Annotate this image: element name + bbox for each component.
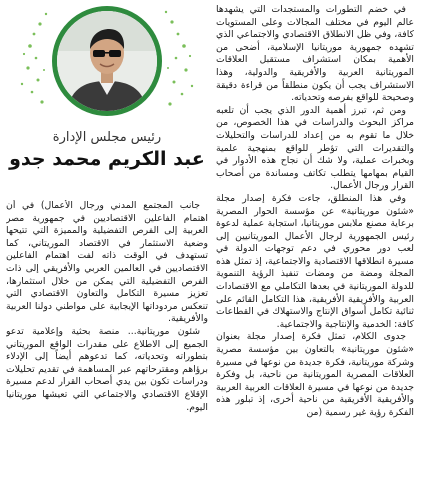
role-title: رئيس مجلس الإدارة <box>52 130 162 145</box>
paragraph: وفي هذا المنطلق، جاءت فكرة إصدار مجلة «شئون موريتانية» عن مؤسسة الحوار المصرية برعاية مصنع ملابس موريتانيا، استجابة عملية لدعوة رئيس الجمهورية لرجال الأعمال الموريتانيين إلى لعب دور محوري في دعم توجهات الدولة في مسيرة انطلاقها الاقتصادية والاجتماعية، إذ تمثل هذه المجلة ومضة من ومضات تنفيذ الرؤية التنموية للدولة الموريتانية في بعدها التكاملي مع الاقتصادات العربية والأفريقية الأفريقية، هذا التكامل القائم على ثنائية تكامل أسواق الإنتاج والاستهلاك في القطاعات كافة: الخدمية والإنتاجية والاجتماعية. <box>216 192 414 330</box>
paragraph: شئون موريتانية... منصة بحثية وإعلامية تدعو الجميع إلى الاطلاع على مقدرات الواقع الموريتاني بتطوراته وتحدياته، كما تدعوهم أيضاً إلى الإدلاء برؤاهم ومقترحاتهم عبر المساهمة في تقديم تحليلات ودراسات تكون بين يدي أصحاب القرار لدعم مسيرة الإقلاع الاقتصادي والاجتماعي التي تعيشها موريتانيا اليوم. <box>6 325 208 413</box>
paragraph: ومن ثم، تبرز أهمية الدور الذي يجب أن تلعبه مراكز البحوث والدراسات في هذا الخصوص، من خلال ما تقوم به من إعداد للدراسات والتحليلات والتقديرات التي تؤطر للواقع بمنهجية علمية وبخبرات عملية، ولا شك أن نجاح هذه الأدوار في القيام بمهامها يتطلب تكاتف ومساندة من أصحاب القرار ورجال الأعمال. <box>216 104 414 192</box>
paragraph: في خضم التطورات والمستجدات التي يشهدها عالم اليوم في مختلف المجالات وعلى المستويات كافة، وفي ظل الانطلاق الاقتصادي والاجتماعي الذي تشهده جمهورية موريتانيا الإسلامية، أضحى من الأهمية بمكان استشراف مستقبل العلاقات الموريتانية العربية والأفريقية والدولية، وهذا الاستشراف يجب أن يكون منطلقاً من قراءة دقيقة وصحيحة للواقع بفرصه وتحدياته. <box>216 4 414 104</box>
portrait-image <box>57 11 157 111</box>
article-left-text <box>6 200 208 476</box>
paragraph: جدوى الكلام، تمثل فكرة إصدار مجلة بعنوان «شئون موريتانية» بالتعاون بين مؤسسة مصرية وشركة موريتانية، فكرة جديدة من نوعها في مسيرة العلاقات المصرية الموريتانية من ناحية، بل وفكرة جديدة من نوعها في مسيرة العلاقات العربية العربية والأفريقية الأفريقية من ناحية أخرى، إذ تبلور هذه الفكرة رؤية غير رسمية (من <box>216 331 414 418</box>
portrait-photo <box>52 6 162 116</box>
article-right-column <box>216 4 414 474</box>
paragraph: جانب المجتمع المدني ورجال الأعمال) في أن اهتمام الفاعلين الاقتصاديين في جمهورية مصر العربية إلى الفرص التفضيلية والمميزة التي تتيحها وضعية الاستثمار في الاقتصاد الموريتاني، كما تستهدف في الوقت ذاته لفت اهتمام الفاعلين الاقتصاديين في العالمين العربي والأفريقي إلى ذات الفرص التفضيلية التي يمكن من خلال استثمارها، تعزيز مسيرة التكامل والتعاون الاقتصادي التي تنعكس مردوداتها الإيجابية على مواطني دولنا العربية والأفريقية. <box>6 200 208 325</box>
article-left-column <box>6 4 208 476</box>
person-name: عبد الكريم محمد جدو <box>9 148 205 170</box>
